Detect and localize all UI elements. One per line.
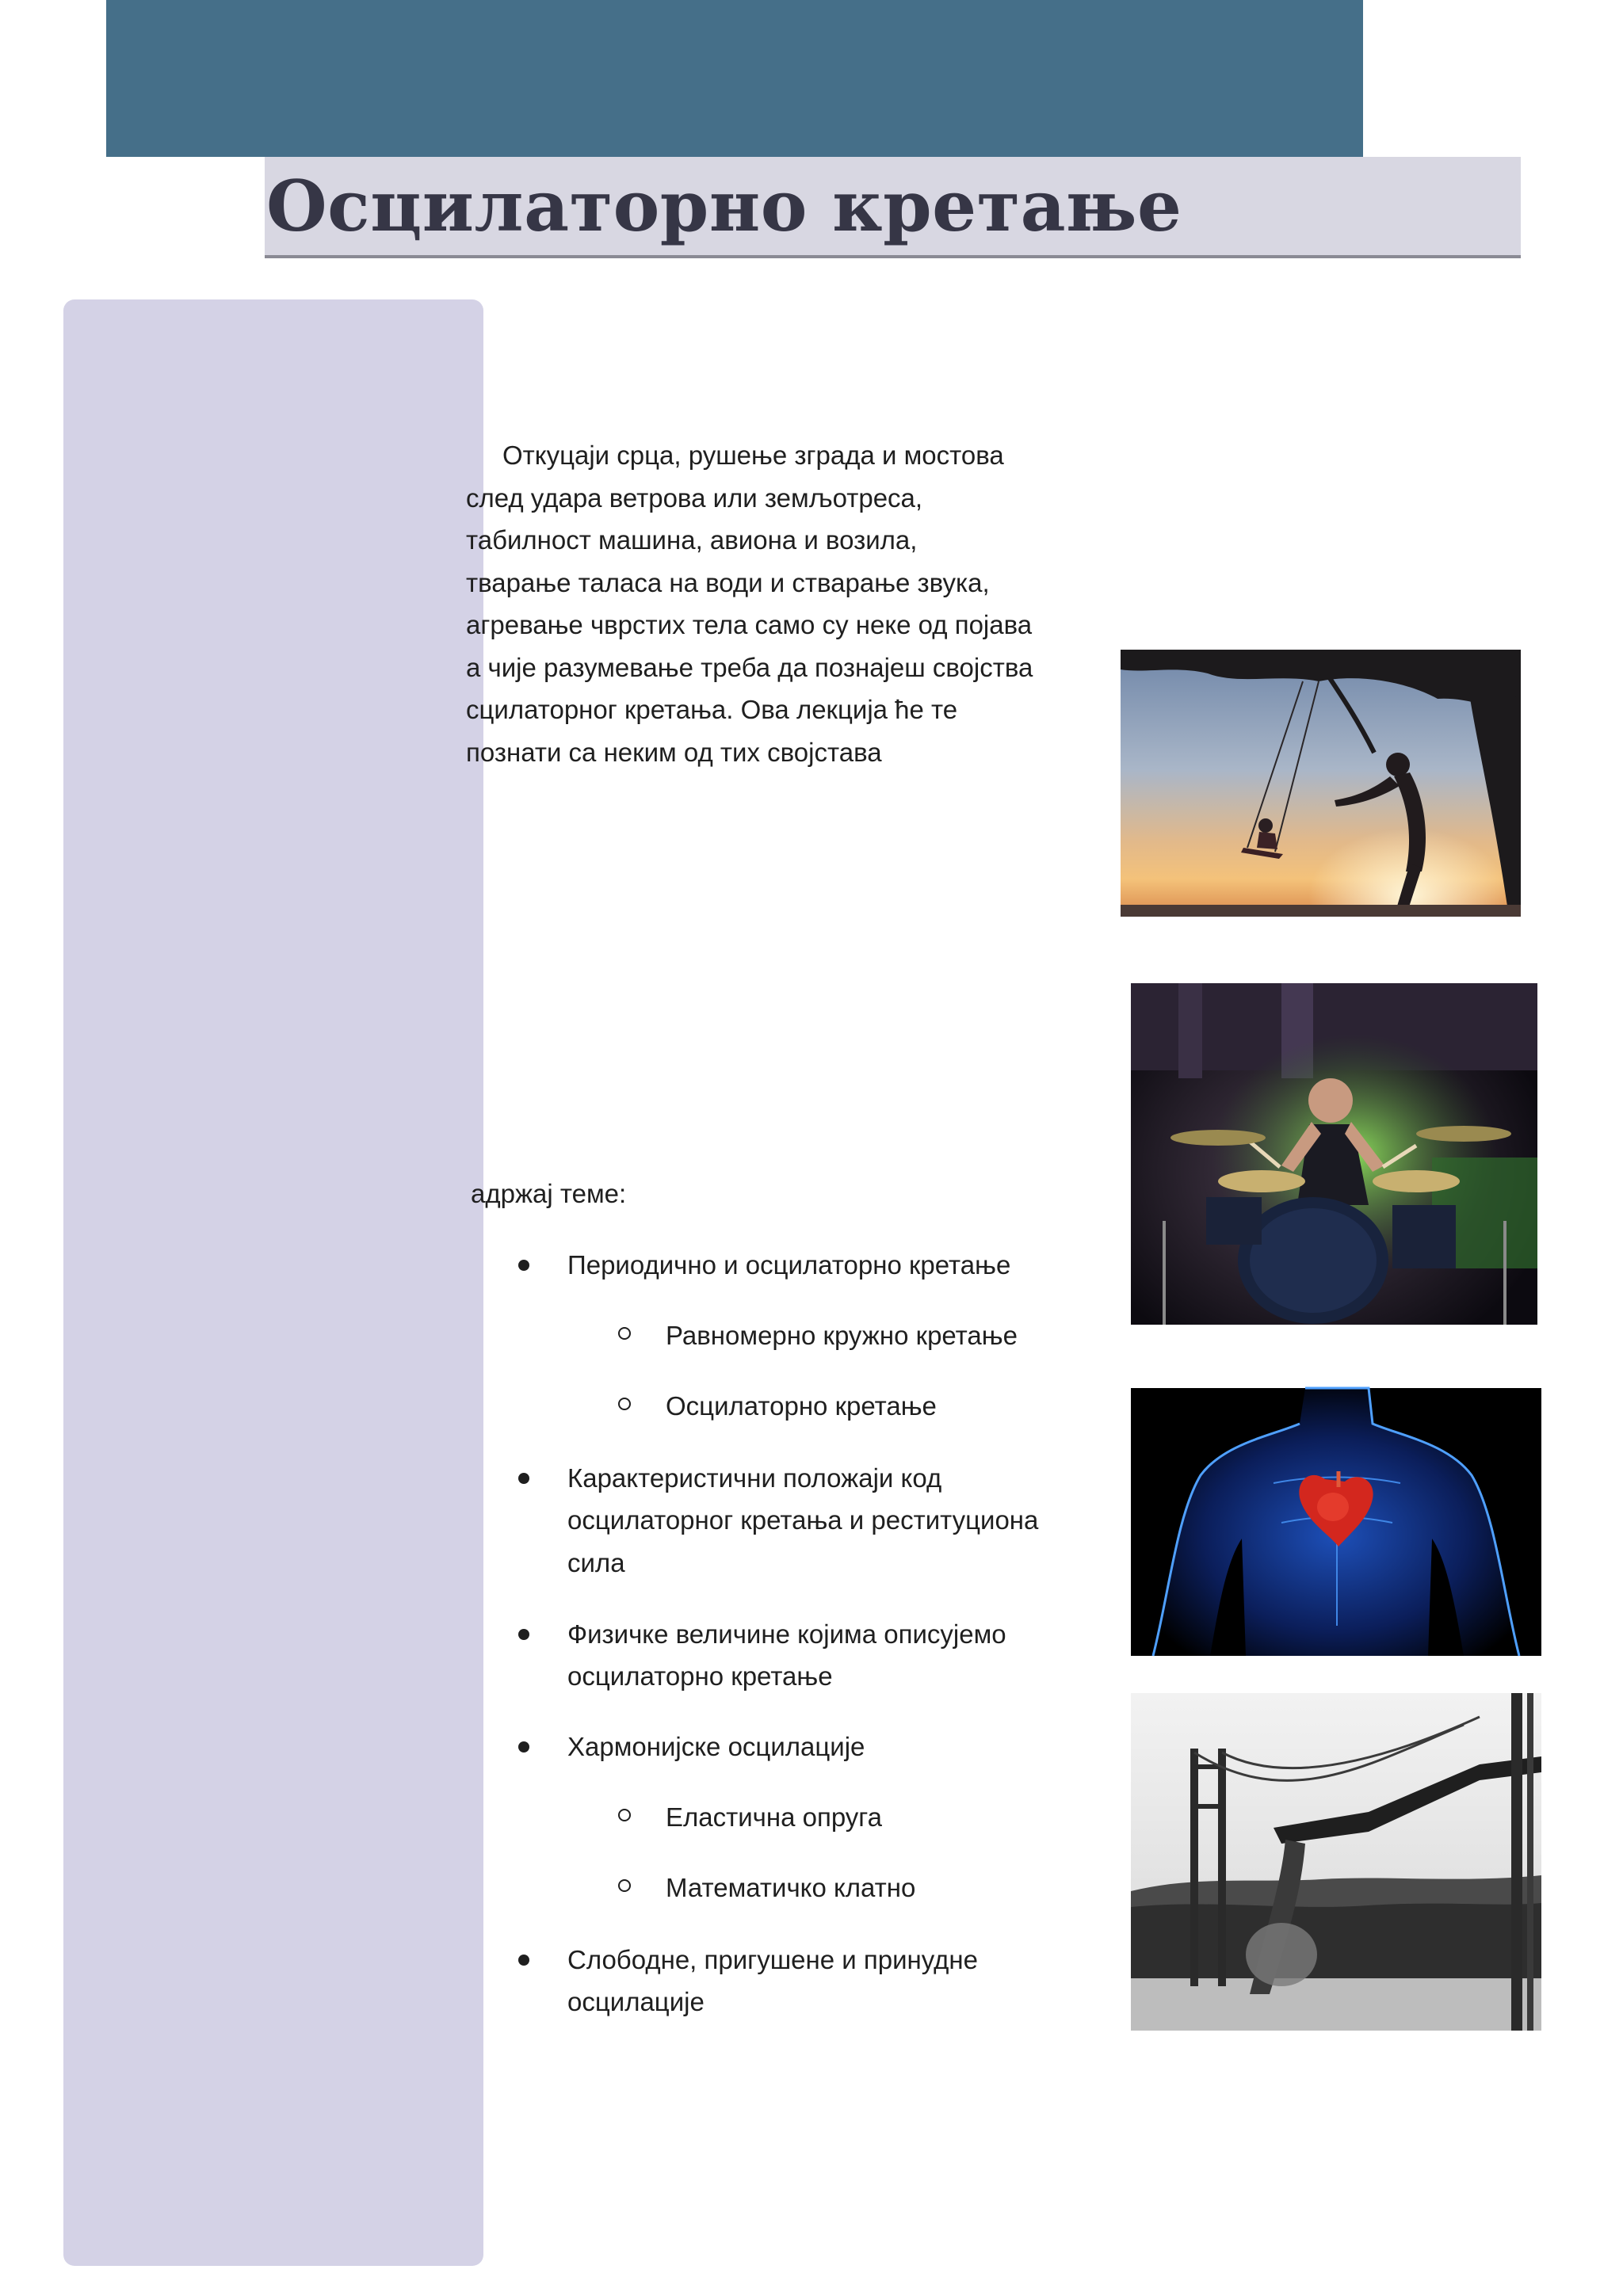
intro-line: след удара ветрова или земљотреса, bbox=[466, 482, 923, 513]
circle-bullet-icon bbox=[618, 1879, 631, 1892]
intro-paragraph bbox=[466, 434, 1102, 773]
circle-bullet-icon bbox=[618, 1809, 631, 1821]
bullet-icon bbox=[518, 1473, 529, 1484]
list-item-text: Хармонијске осцилације bbox=[567, 1731, 865, 1761]
intro-line: Откуцаји срца, рушење зграда и мостова bbox=[502, 441, 1004, 470]
intro-line: агревање чврстих тела само су неке од појава bbox=[466, 610, 1033, 639]
bullet-icon bbox=[518, 1629, 529, 1640]
header-band bbox=[106, 0, 1363, 157]
collapsing-bridge-photo bbox=[1131, 1693, 1541, 2031]
contents-section bbox=[471, 1173, 1102, 2016]
list-item-text: Еластична опруга bbox=[666, 1802, 882, 1832]
list-item-text: Равномерно кружно кретање bbox=[666, 1320, 1018, 1350]
list-item-text: Слободне, пригушене и принудне осцилације bbox=[567, 1944, 978, 2016]
intro-line: а чије разумевање треба да познајеш својства bbox=[466, 652, 1033, 682]
swing-photo bbox=[1121, 650, 1521, 917]
list-item-text: Периодично и осцилаторно кретање bbox=[567, 1249, 1011, 1280]
bullet-icon bbox=[518, 1741, 529, 1753]
contents-heading: адржај теме: bbox=[471, 1179, 627, 1208]
page-title: Осцилаторно кретање bbox=[266, 165, 1182, 247]
intro-line: табилност машина, авиона и возила, bbox=[466, 525, 918, 555]
bullet-icon bbox=[518, 1260, 529, 1271]
circle-bullet-icon bbox=[618, 1398, 631, 1410]
intro-line: познати са неким од тих својстава bbox=[466, 737, 882, 767]
intro-line: тварање таласа на води и стварање звука, bbox=[466, 567, 990, 597]
side-panel bbox=[63, 299, 483, 2266]
title-bar bbox=[265, 157, 1521, 258]
bullet-icon bbox=[518, 1955, 529, 1966]
intro-line: сцилаторног кретања. Ова лекција ће те bbox=[466, 695, 958, 724]
list-item-text: Карактеристични положаји код осцилаторног кретања и реституциона сила bbox=[567, 1463, 1039, 1577]
circle-bullet-icon bbox=[618, 1327, 631, 1340]
heart-body-photo bbox=[1131, 1388, 1541, 1656]
list-item-text: Осцилаторно кретање bbox=[666, 1390, 937, 1421]
list-item-text: Физичке величине којима описујемо осцилаторно кретање bbox=[567, 1619, 1006, 1691]
list-item-text: Математичко клатно bbox=[666, 1872, 916, 1902]
drummer-photo bbox=[1131, 983, 1537, 1325]
